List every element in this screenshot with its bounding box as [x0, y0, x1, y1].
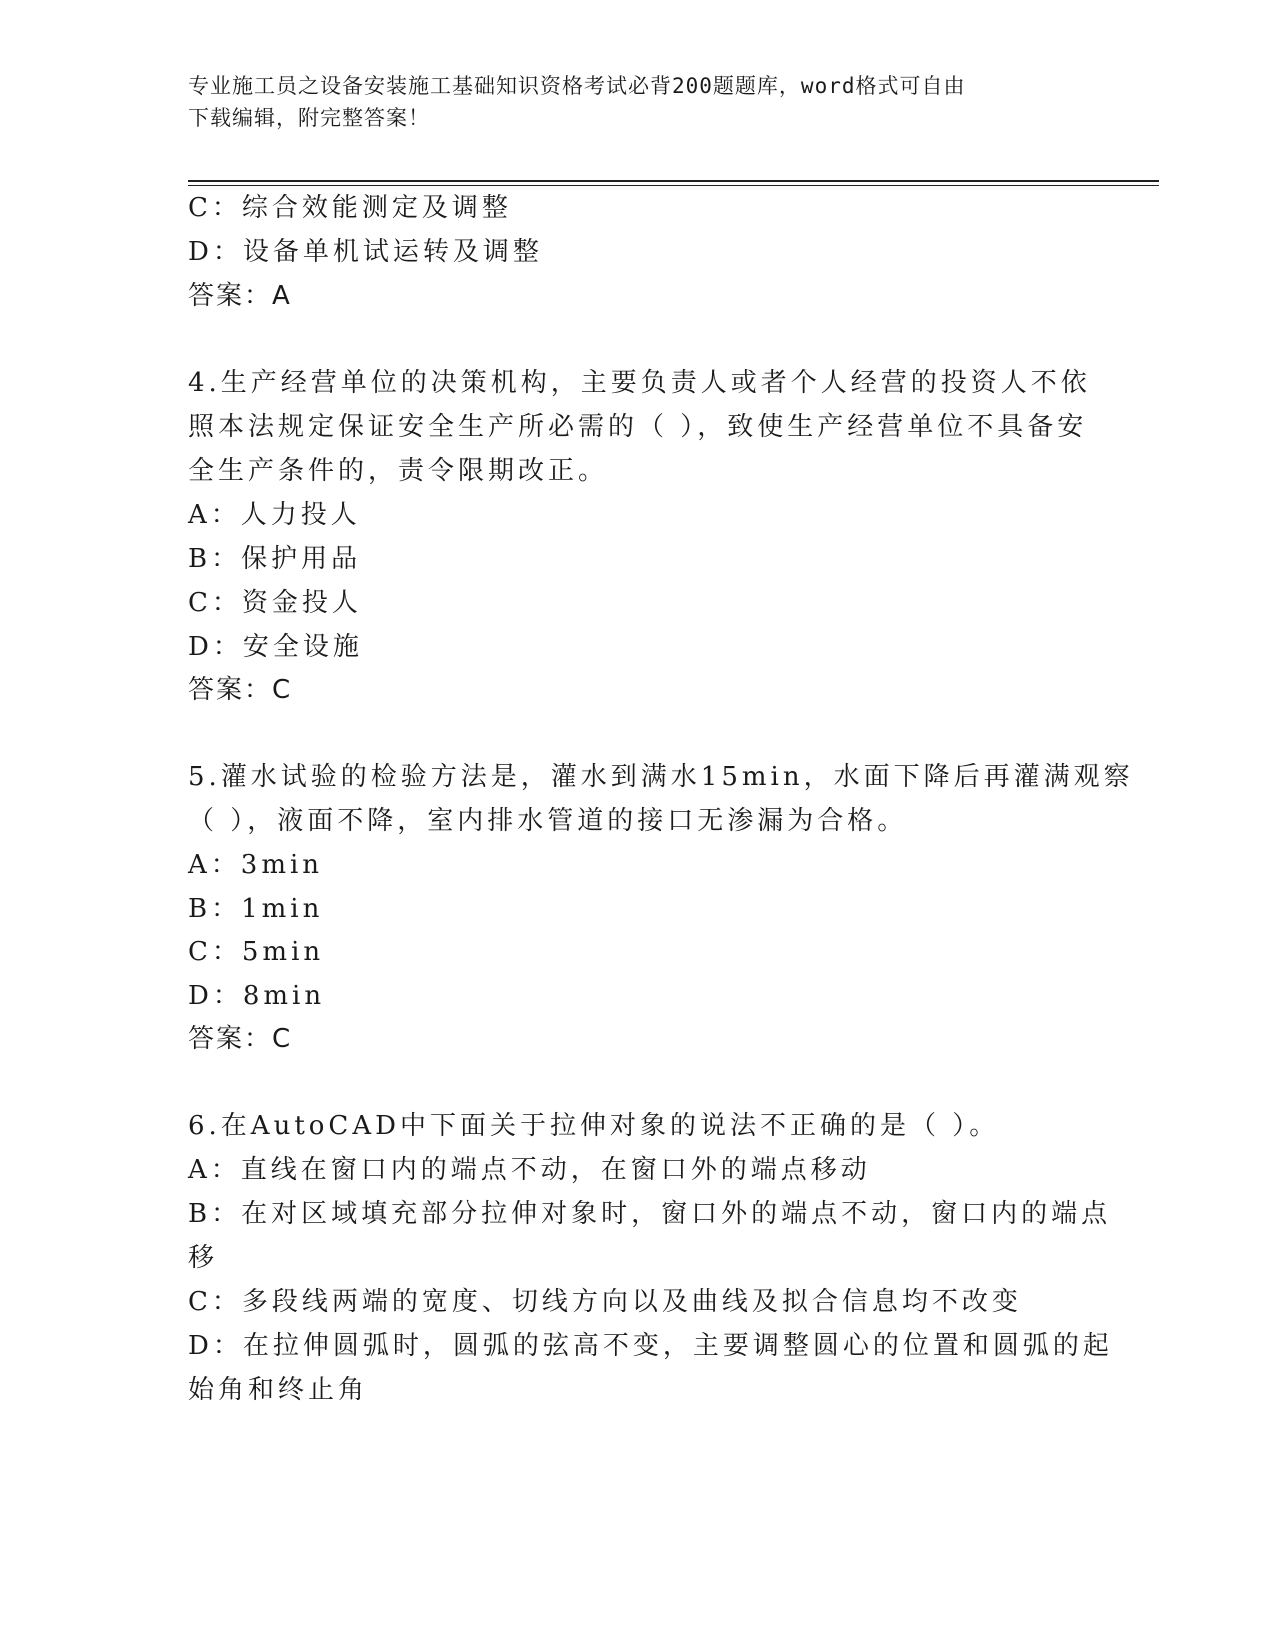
option-c: C：多段线两端的宽度、切线方向以及曲线及拟合信息均不改变: [188, 1287, 1022, 1317]
answer: 答案：A: [188, 281, 292, 311]
question-text: 4.生产经营单位的决策机构，主要负责人或者个人经营的投资人不依: [188, 368, 1091, 398]
question-text: 照本法规定保证安全生产所必需的（ ），致使生产经营单位不具备安: [188, 412, 1088, 442]
option-d: D：8min: [188, 981, 326, 1011]
question-text: （ ），液面不降，室内排水管道的接口无渗漏为合格。: [188, 806, 908, 836]
option-d: D：设备单机试运转及调整: [188, 237, 543, 267]
header-line-1: 专业施工员之设备安装施工基础知识资格考试必背200题题库，word格式可自由: [188, 74, 966, 98]
option-d: D：安全设施: [188, 632, 363, 662]
header-divider-thick: [188, 180, 1159, 182]
question-text: 全生产条件的，责令限期改正。: [188, 456, 609, 486]
answer: 答案：C: [188, 675, 293, 705]
option-d-continued: 始角和终止角: [188, 1375, 369, 1405]
page-header: [188, 70, 1088, 134]
option-a: A：3min: [188, 850, 324, 880]
option-d: D：在拉伸圆弧时，圆弧的弦高不变，主要调整圆心的位置和圆弧的起: [188, 1331, 1113, 1361]
option-b-continued: 移: [188, 1243, 219, 1273]
option-c: C：5min: [188, 937, 325, 967]
option-b: B：1min: [188, 894, 324, 924]
option-b: B：保护用品: [188, 544, 362, 574]
option-c: C：资金投人: [188, 588, 362, 618]
option-b: B：在对区域填充部分拉伸对象时，窗口外的端点不动，窗口内的端点: [188, 1199, 1112, 1229]
question-text: 6.在AutoCAD中下面关于拉伸对象的说法不正确的是（ ）。: [188, 1111, 1000, 1141]
header-divider-thin: [188, 185, 1159, 186]
option-a: A：直线在窗口内的端点不动，在窗口外的端点移动: [188, 1155, 871, 1185]
option-a: A：人力投人: [188, 500, 361, 530]
option-c: C：综合效能测定及调整: [188, 193, 512, 223]
question-text: 5.灌水试验的检验方法是，灌水到满水15min，水面下降后再灌满观察: [188, 762, 1134, 792]
answer: 答案：C: [188, 1024, 293, 1054]
header-line-2: 下载编辑，附完整答案！: [188, 106, 430, 130]
